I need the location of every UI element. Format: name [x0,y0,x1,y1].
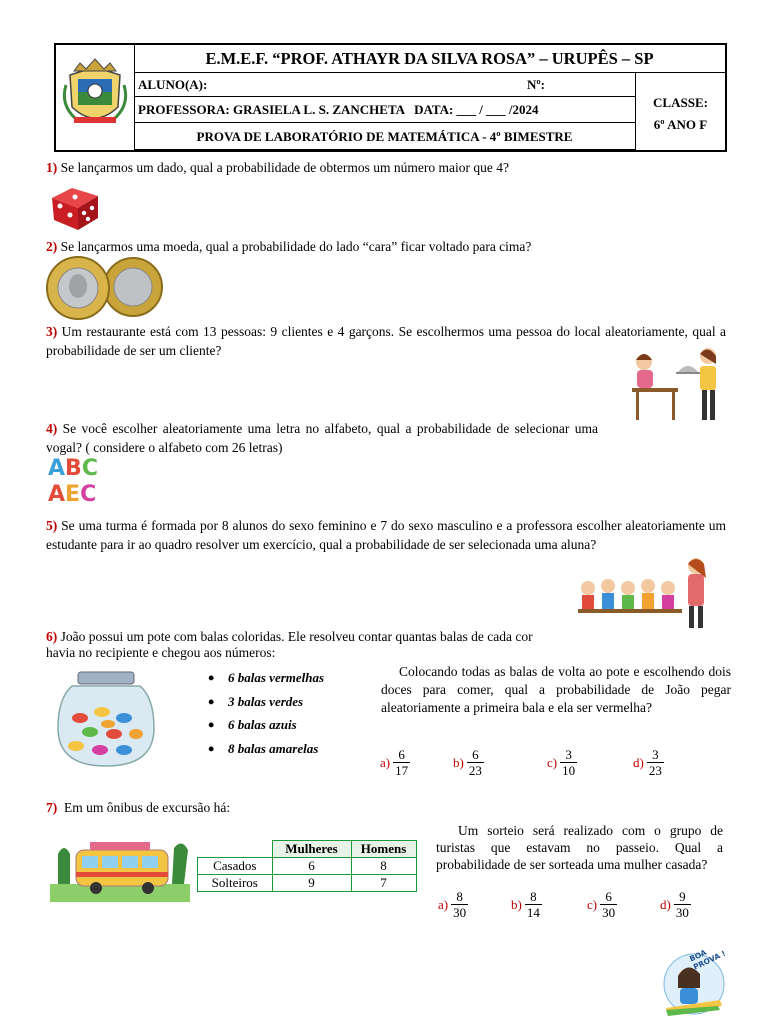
question-4 [46,419,598,457]
option-label: d) [660,896,671,912]
candy-list [204,670,324,764]
question-number: 7) [46,800,58,815]
class-box [636,73,725,150]
question-text: Se lançarmos uma moeda, qual a probabilidade do lado “cara” ficar voltado para cima? [57,239,532,254]
table-cell: 9 [272,875,351,892]
option-label: a) [380,754,391,770]
class-value: 6º ANO F [653,117,708,132]
fraction [674,889,691,920]
question-5 [46,516,726,554]
denominator: 30 [602,905,616,920]
restaurant-icon [620,344,724,424]
header-box [54,43,727,152]
option-c[interactable] [587,889,617,920]
list-item: • 6 balas vermelhas [204,670,324,694]
teacher-date-line: PROFESSORA: GRASIELA L. S. ZANCHETA DATA: ___ / ___ /2024 [134,97,636,123]
question-6 [46,629,554,661]
letter: E [65,482,81,507]
option-label: d) [633,754,644,770]
letter: A [48,456,66,481]
question-number: 5) [46,518,58,533]
question-text: Se lançarmos um dado, qual a probabilidade de obtermos um número maior que 4? [57,160,509,175]
bus-icon [50,834,190,902]
option-d[interactable] [633,747,664,778]
letter: B [65,456,82,481]
option-a[interactable] [438,889,468,920]
question-text: Se uma turma é formada por 8 alunos do sexo feminino e 7 do sexo masculino e a professora escolher aleatoriamente um estudante para ir ao quadro resolver um exercício, qual a probabilidade de ser selecionada uma aluna? [46,518,726,552]
numerator: 8 [456,889,463,904]
question-1 [46,158,726,177]
alphabet-image [48,456,128,514]
candy-jar-icon [50,668,162,770]
list-item: • 3 balas verdes [204,694,324,718]
option-label: c) [587,896,598,912]
question-6-prompt: Colocando todas as balas de volta ao pote e escolhendo dois doces para comer, qual a probabilidade de João pegar aleatoriamente a primeira bala e ela ser vermelha? [381,664,731,715]
question-text: João possui um pote com balas coloridas. Ele resolveu contar quantas balas de cada cor havia no recipiente e chegou aos números: [46,629,533,660]
question-7 [46,798,726,817]
numerator: 3 [652,747,659,762]
option-label: b) [511,896,522,912]
list-item: • 8 balas amarelas [204,741,324,765]
list-item: • 6 balas azuis [204,717,324,741]
dice-icon [48,182,104,234]
denominator: 23 [468,763,482,778]
fraction [451,889,468,920]
question-number: 6) [46,629,58,644]
denominator: 10 [562,763,576,778]
letter: C [80,482,97,507]
letter: A [48,482,66,507]
question-number: 2) [46,239,58,254]
question-number: 3) [46,324,58,339]
question-7-prompt: Um sorteio será realizado com o grupo de turistas que estavam no passeio. Qual a probabilidade de ser sorteada uma mulher casada? [436,823,723,872]
denominator: 23 [648,763,662,778]
school-name: E.M.E.F. “PROF. ATHAYR DA SILVA ROSA” – URUPÊS – SP [134,45,725,73]
table-header: Mulheres [272,841,351,858]
question-text: Um restaurante está com 13 pessoas: 9 clientes e 4 garçons. Se escolhermos uma pessoa do local aleatoriamente, qual a probabilidade de ser um cliente? [46,324,726,358]
numerator: 8 [530,889,537,904]
question-text: Se você escolher aleatoriamente uma letra no alfabeto, qual a probabilidade de selecionar uma vogal? ( considere o alfabeto com 26 letras) [46,421,598,455]
good-luck-sticker [660,944,728,1018]
table-cell: 7 [351,875,416,892]
letter: C [81,456,98,481]
fraction [393,747,410,778]
classroom-icon [574,552,722,632]
numerator: 6 [605,889,612,904]
school-crest [56,45,135,150]
table-header: Homens [351,841,416,858]
table-header-row [198,841,417,858]
fraction [647,747,664,778]
numerator: 3 [565,747,572,762]
option-a[interactable] [380,747,410,778]
class-label: CLASSE: [653,95,708,110]
numerator: 9 [679,889,686,904]
table-cell: 8 [351,858,416,875]
option-c[interactable] [547,747,577,778]
numerator: 6 [472,747,479,762]
table-row [198,858,417,875]
question-2 [46,237,726,256]
question-number: 1) [46,160,58,175]
row-label: Casados [198,858,273,875]
denominator: 17 [395,763,409,778]
exam-title: PROVA DE LABORATÓRIO DE MATEMÁTICA - 4º BIMESTRE [134,123,636,150]
option-b[interactable] [511,889,542,920]
question-text: Em um ônibus de excursão há: [57,800,231,815]
tourists-table [197,840,417,892]
table-corner [198,841,273,858]
option-d[interactable] [660,889,691,920]
numerator: 6 [398,747,405,762]
denominator: 14 [526,905,540,920]
table-row [198,875,417,892]
option-label: a) [438,896,449,912]
option-label: c) [547,754,558,770]
sticker-text: BOA PROVA ! [688,947,728,972]
fraction [467,747,484,778]
table-cell: 6 [272,858,351,875]
question-number: 4) [46,421,58,436]
denominator: 30 [675,905,689,920]
crest-icon [56,45,134,150]
row-label: Solteiros [198,875,273,892]
fraction [525,889,542,920]
option-label: b) [453,754,464,770]
option-b[interactable] [453,747,484,778]
fraction [600,889,617,920]
student-field[interactable] [134,73,636,97]
fraction [560,747,577,778]
student-label: ALUNO(A): [138,77,208,92]
coins-icon [45,256,163,320]
number-label: Nº: [527,77,546,92]
denominator: 30 [453,905,467,920]
